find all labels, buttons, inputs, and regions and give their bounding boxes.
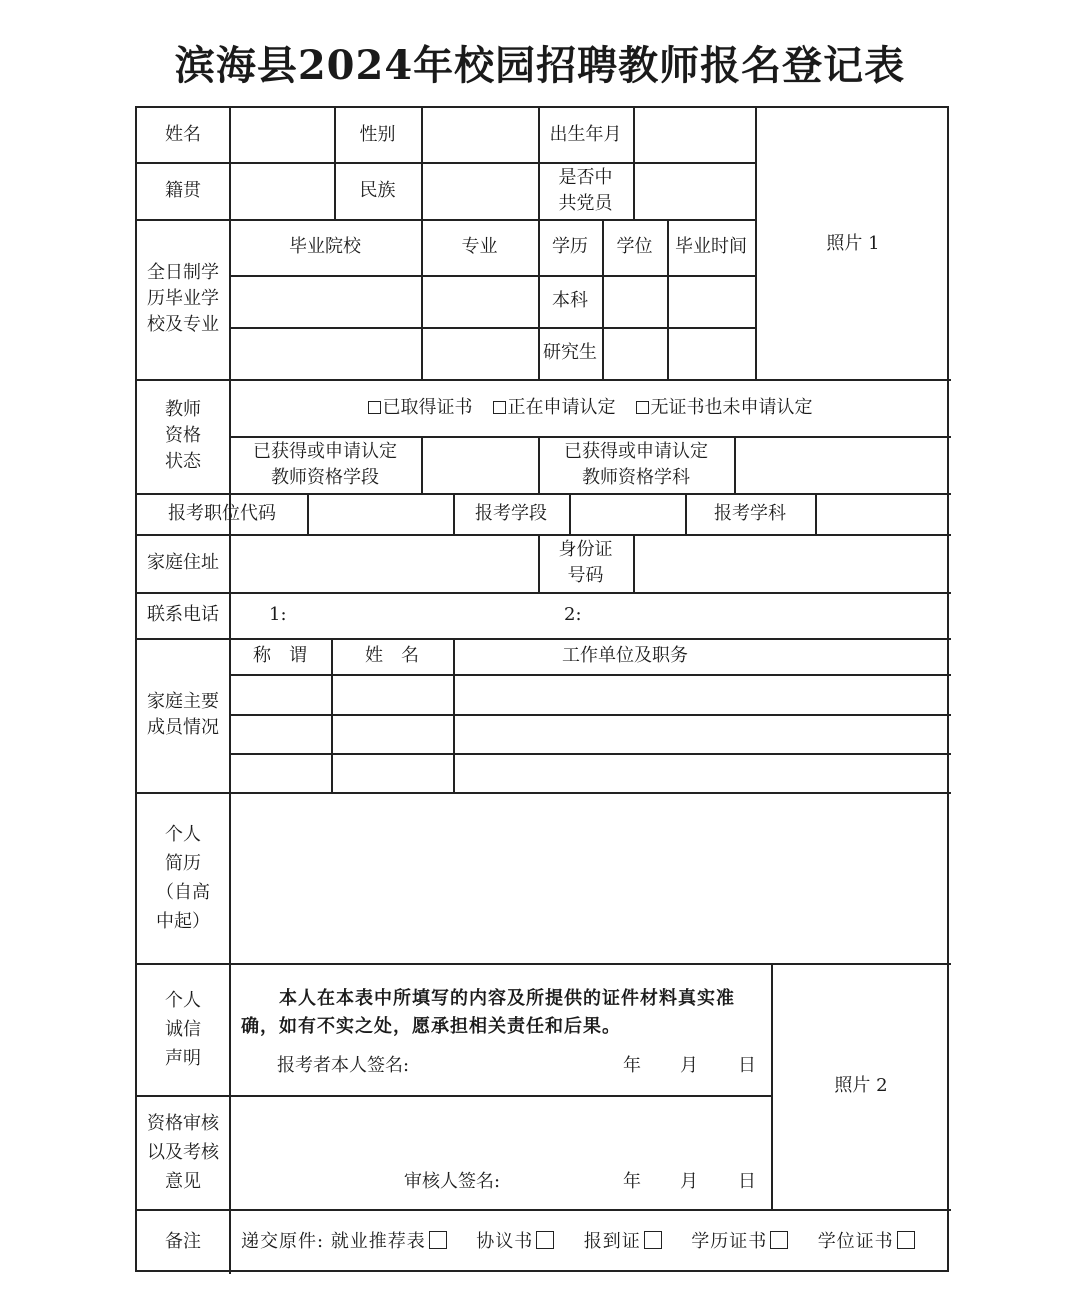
phone-1-label: 1:: [269, 604, 287, 625]
row-divider: [137, 1095, 771, 1097]
label-resume: 个人 简历 （自高 中起）: [156, 823, 210, 932]
label-teacher-qualification: 教师 资格 状态: [165, 399, 201, 472]
row-divider: [229, 674, 951, 676]
checkbox-icon: [536, 1231, 554, 1249]
ethnicity-field[interactable]: [422, 163, 537, 218]
label-phone: 联系电话: [147, 604, 219, 625]
row-divider: [229, 714, 951, 716]
applicant-day-label: 日: [738, 1055, 756, 1076]
native-place-field[interactable]: [230, 163, 333, 218]
id-number-field[interactable]: [634, 535, 950, 591]
apply-stage-field[interactable]: [570, 494, 684, 533]
doc-degree-certificate[interactable]: 学位证书: [818, 1231, 915, 1252]
header-grad-time: 毕业时间: [675, 236, 747, 257]
photo-2-slot[interactable]: 照片 2: [834, 1075, 888, 1096]
label-birth: 出生年月: [549, 124, 622, 145]
checkbox-icon: [644, 1231, 662, 1249]
label-bachelor: 本科: [552, 290, 588, 311]
address-field[interactable]: [230, 535, 537, 591]
qualification-options: [229, 379, 951, 436]
checkbox-icon: [897, 1231, 915, 1249]
label-review: 资格审核 以及考核 意见: [147, 1112, 219, 1192]
label-qual-subject: 已获得或申请认定 教师资格学科: [564, 440, 708, 488]
label-id-number: 身份证 号码: [558, 539, 613, 586]
submit-originals-row: [241, 1229, 915, 1255]
doc-report-card[interactable]: 报到证: [584, 1231, 662, 1252]
qual-option-applying[interactable]: 正在申请认定: [493, 395, 616, 421]
statement-line-1: 本人在本表中所填写的内容及所提供的证件材料真实准: [279, 988, 735, 1009]
checkbox-icon: [636, 401, 649, 414]
label-gender: 性别: [359, 124, 396, 145]
label-name: 姓名: [165, 124, 201, 145]
apply-subject-field[interactable]: [816, 494, 950, 533]
statement-line-2: 确，如有不实之处，愿承担相关责任和后果。: [241, 1016, 621, 1037]
bachelor-school-field[interactable]: [230, 276, 420, 326]
label-apply-stage: 报考学段: [475, 502, 547, 524]
qual-option-obtained[interactable]: 已取得证书: [368, 395, 473, 421]
submit-originals-label: 递交原件:: [241, 1231, 325, 1252]
form-title: 滨海县2024年校园招聘教师报名登记表: [174, 42, 906, 89]
birth-field[interactable]: [634, 109, 754, 161]
position-code-field[interactable]: [308, 494, 452, 533]
qual-subject-field[interactable]: [735, 437, 950, 492]
row-divider: [137, 592, 951, 594]
review-month-label: 月: [680, 1171, 698, 1192]
header-relation: 称 谓: [253, 645, 307, 666]
label-ethnicity: 民族: [359, 179, 396, 201]
header-education: 学历: [552, 236, 588, 257]
phone-2-label: 2:: [564, 604, 582, 625]
applicant-sign-label: 报考者本人签名:: [277, 1055, 410, 1076]
review-year-label: 年: [623, 1171, 641, 1192]
qual-stage-field[interactable]: [422, 437, 537, 492]
label-integrity: 个人 诚信 声明: [165, 989, 201, 1069]
graduate-school-field[interactable]: [230, 328, 420, 378]
label-qual-stage: 已获得或申请认定 教师资格学段: [253, 440, 397, 488]
label-graduate: 研究生: [543, 342, 597, 363]
label-apply-subject: 报考学科: [714, 502, 786, 524]
label-remarks: 备注: [165, 1230, 201, 1252]
label-position-code: 报考职位代码: [168, 502, 276, 524]
applicant-year-label: 年: [623, 1055, 641, 1076]
reviewer-sign-label: 审核人签名:: [404, 1171, 501, 1192]
label-native-place: 籍贯: [165, 179, 201, 201]
name-field[interactable]: [230, 109, 333, 161]
header-member-name: 姓 名: [365, 645, 419, 666]
checkbox-icon: [493, 401, 506, 414]
registration-form: [135, 106, 949, 1272]
doc-agreement[interactable]: 协议书: [476, 1231, 554, 1252]
header-degree: 学位: [616, 236, 653, 257]
label-fulltime-education: 全日制学 历毕业学 校及专业: [147, 262, 219, 335]
row-divider: [137, 1209, 951, 1211]
checkbox-icon: [770, 1231, 788, 1249]
qual-option-none[interactable]: 无证书也未申请认定: [636, 395, 813, 421]
row-divider: [229, 753, 951, 755]
label-party-member: 是否中 共党员: [558, 166, 613, 214]
header-major: 专业: [461, 236, 498, 257]
header-grad-school: 毕业院校: [289, 236, 361, 257]
label-family: 家庭主要 成员情况: [147, 691, 219, 738]
gender-field[interactable]: [422, 109, 537, 161]
review-day-label: 日: [738, 1171, 756, 1192]
applicant-month-label: 月: [680, 1055, 698, 1076]
label-address: 家庭住址: [147, 552, 219, 573]
photo-1-slot[interactable]: 照片 1: [826, 232, 880, 254]
party-member-field[interactable]: [634, 163, 754, 218]
checkbox-icon: [429, 1231, 447, 1249]
resume-field[interactable]: [230, 793, 950, 962]
doc-recommendation[interactable]: 就业推荐表: [331, 1231, 447, 1252]
checkbox-icon: [368, 401, 381, 414]
doc-diploma[interactable]: 学历证书: [691, 1231, 788, 1252]
header-workplace: 工作单位及职务: [562, 645, 688, 666]
